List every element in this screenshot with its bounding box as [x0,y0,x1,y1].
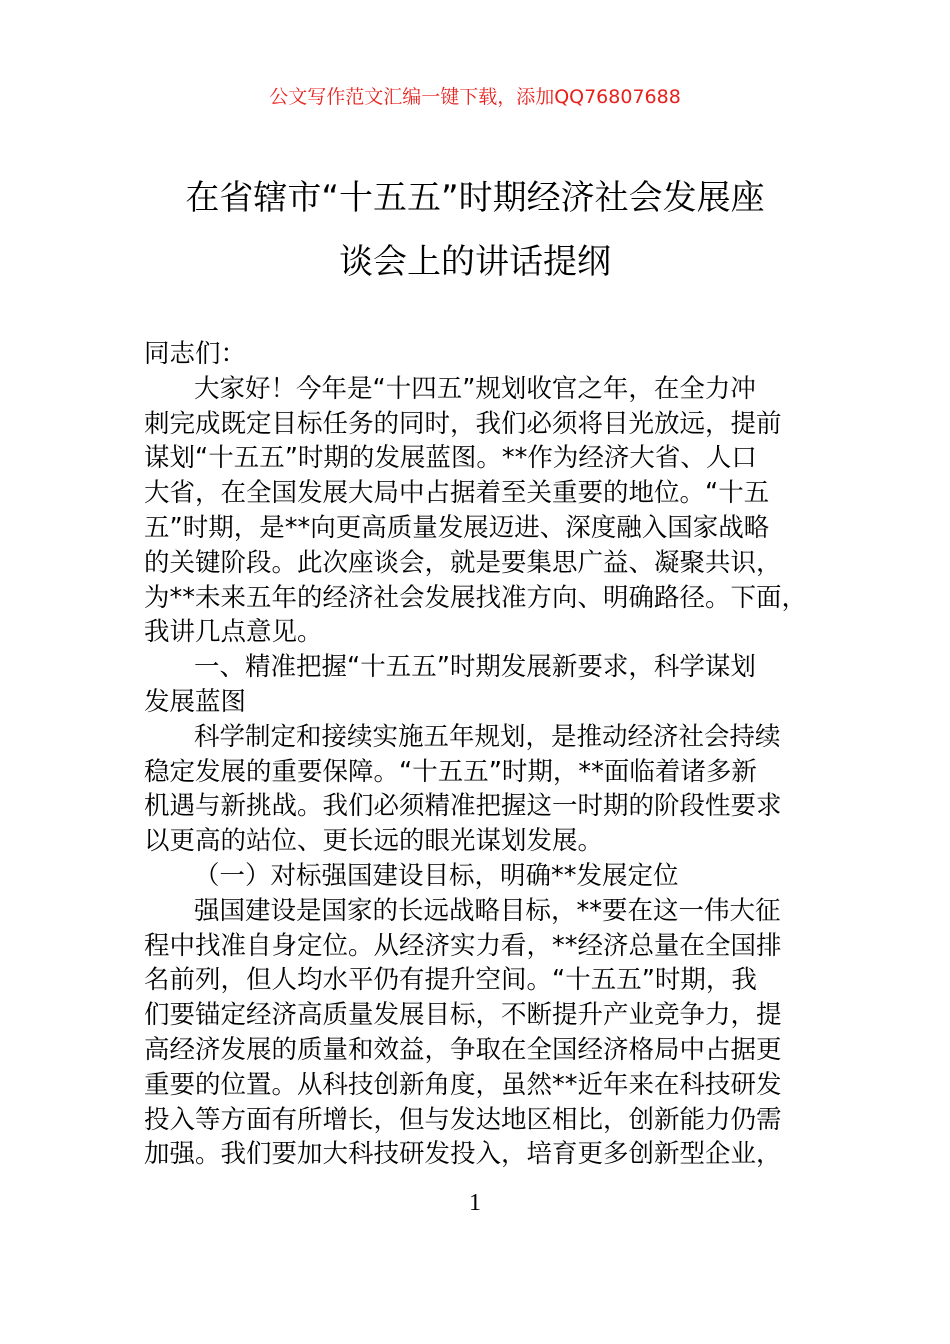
paragraph-line: 五”时期，是**向更高质量发展迈进、深度融入国家战略 [144,512,770,543]
paragraph-line: 大家好！今年是“十四五”规划收官之年，在全力冲 [194,373,756,404]
paragraph-line: 以更高的站位、更长远的眼光谋划发展。 [144,826,604,857]
salutation: 同志们： [144,339,247,369]
subsection-heading-line: （一）对标强国建设目标，明确**发展定位 [194,860,679,891]
paragraph-line: 我讲几点意见。 [144,617,323,648]
paragraph-line: 科学制定和接续实施五年规划，是推动经济社会持续 [194,721,781,752]
page-number: 1 [469,1190,481,1216]
section-heading-line: 一、精准把握“十五五”时期发展新要求，科学谋划 [194,652,756,683]
paragraph-line: 名前列，但人均水平仍有提升空间。“十五五”时期，我 [144,965,757,996]
paragraph-line: 程中找准自身定位。从经济实力看，**经济总量在全国排 [144,930,782,961]
paragraph-line: 投入等方面有所增长，但与发达地区相比，创新能力仍需 [144,1104,782,1135]
paragraph-line: 高经济发展的质量和效益，争取在全国经济格局中占据更 [144,1034,782,1065]
paragraph-line: 刺完成既定目标任务的同时，我们必须将目光放远，提前 [144,408,782,439]
paragraph-line: 加强。我们要加大科技研发投入，培育更多创新型企业， [144,1139,782,1170]
download-ad-banner[interactable]: 公文写作范文汇编一键下载，添加QQ76807688 [269,86,681,108]
document-body [144,337,844,1172]
document-title [0,166,950,294]
paragraph-line: 大省，在全国发展大局中占据着至关重要的地位。“十五 [144,478,770,509]
paragraph-line: 的关键阶段。此次座谈会，就是要集思广益、凝聚共识， [144,547,782,578]
paragraph-line: 稳定发展的重要保障。“十五五”时期，**面临着诸多新 [144,756,757,787]
paragraph-line: 谋划“十五五”时期的发展蓝图。**作为经济大省、人口 [144,443,757,474]
paragraph-line: 强国建设是国家的长远战略目标，**要在这一伟大征 [194,895,781,926]
title-line: 在省辖市“十五五”时期经济社会发展座 [185,178,765,218]
paragraph-line: 机遇与新挑战。我们必须精准把握这一时期的阶段性要求 [144,791,782,822]
paragraph-line: 为**未来五年的经济社会发展找准方向、明确路径。下面， [144,582,808,613]
paragraph-line: 重要的位置。从科技创新角度，虽然**近年来在科技研发 [144,1069,782,1100]
section-heading-line: 发展蓝图 [144,686,247,717]
title-line: 谈会上的讲话提纲 [339,242,611,282]
paragraph-line: 们要锚定经济高质量发展目标，不断提升产业竞争力，提 [144,1000,782,1031]
